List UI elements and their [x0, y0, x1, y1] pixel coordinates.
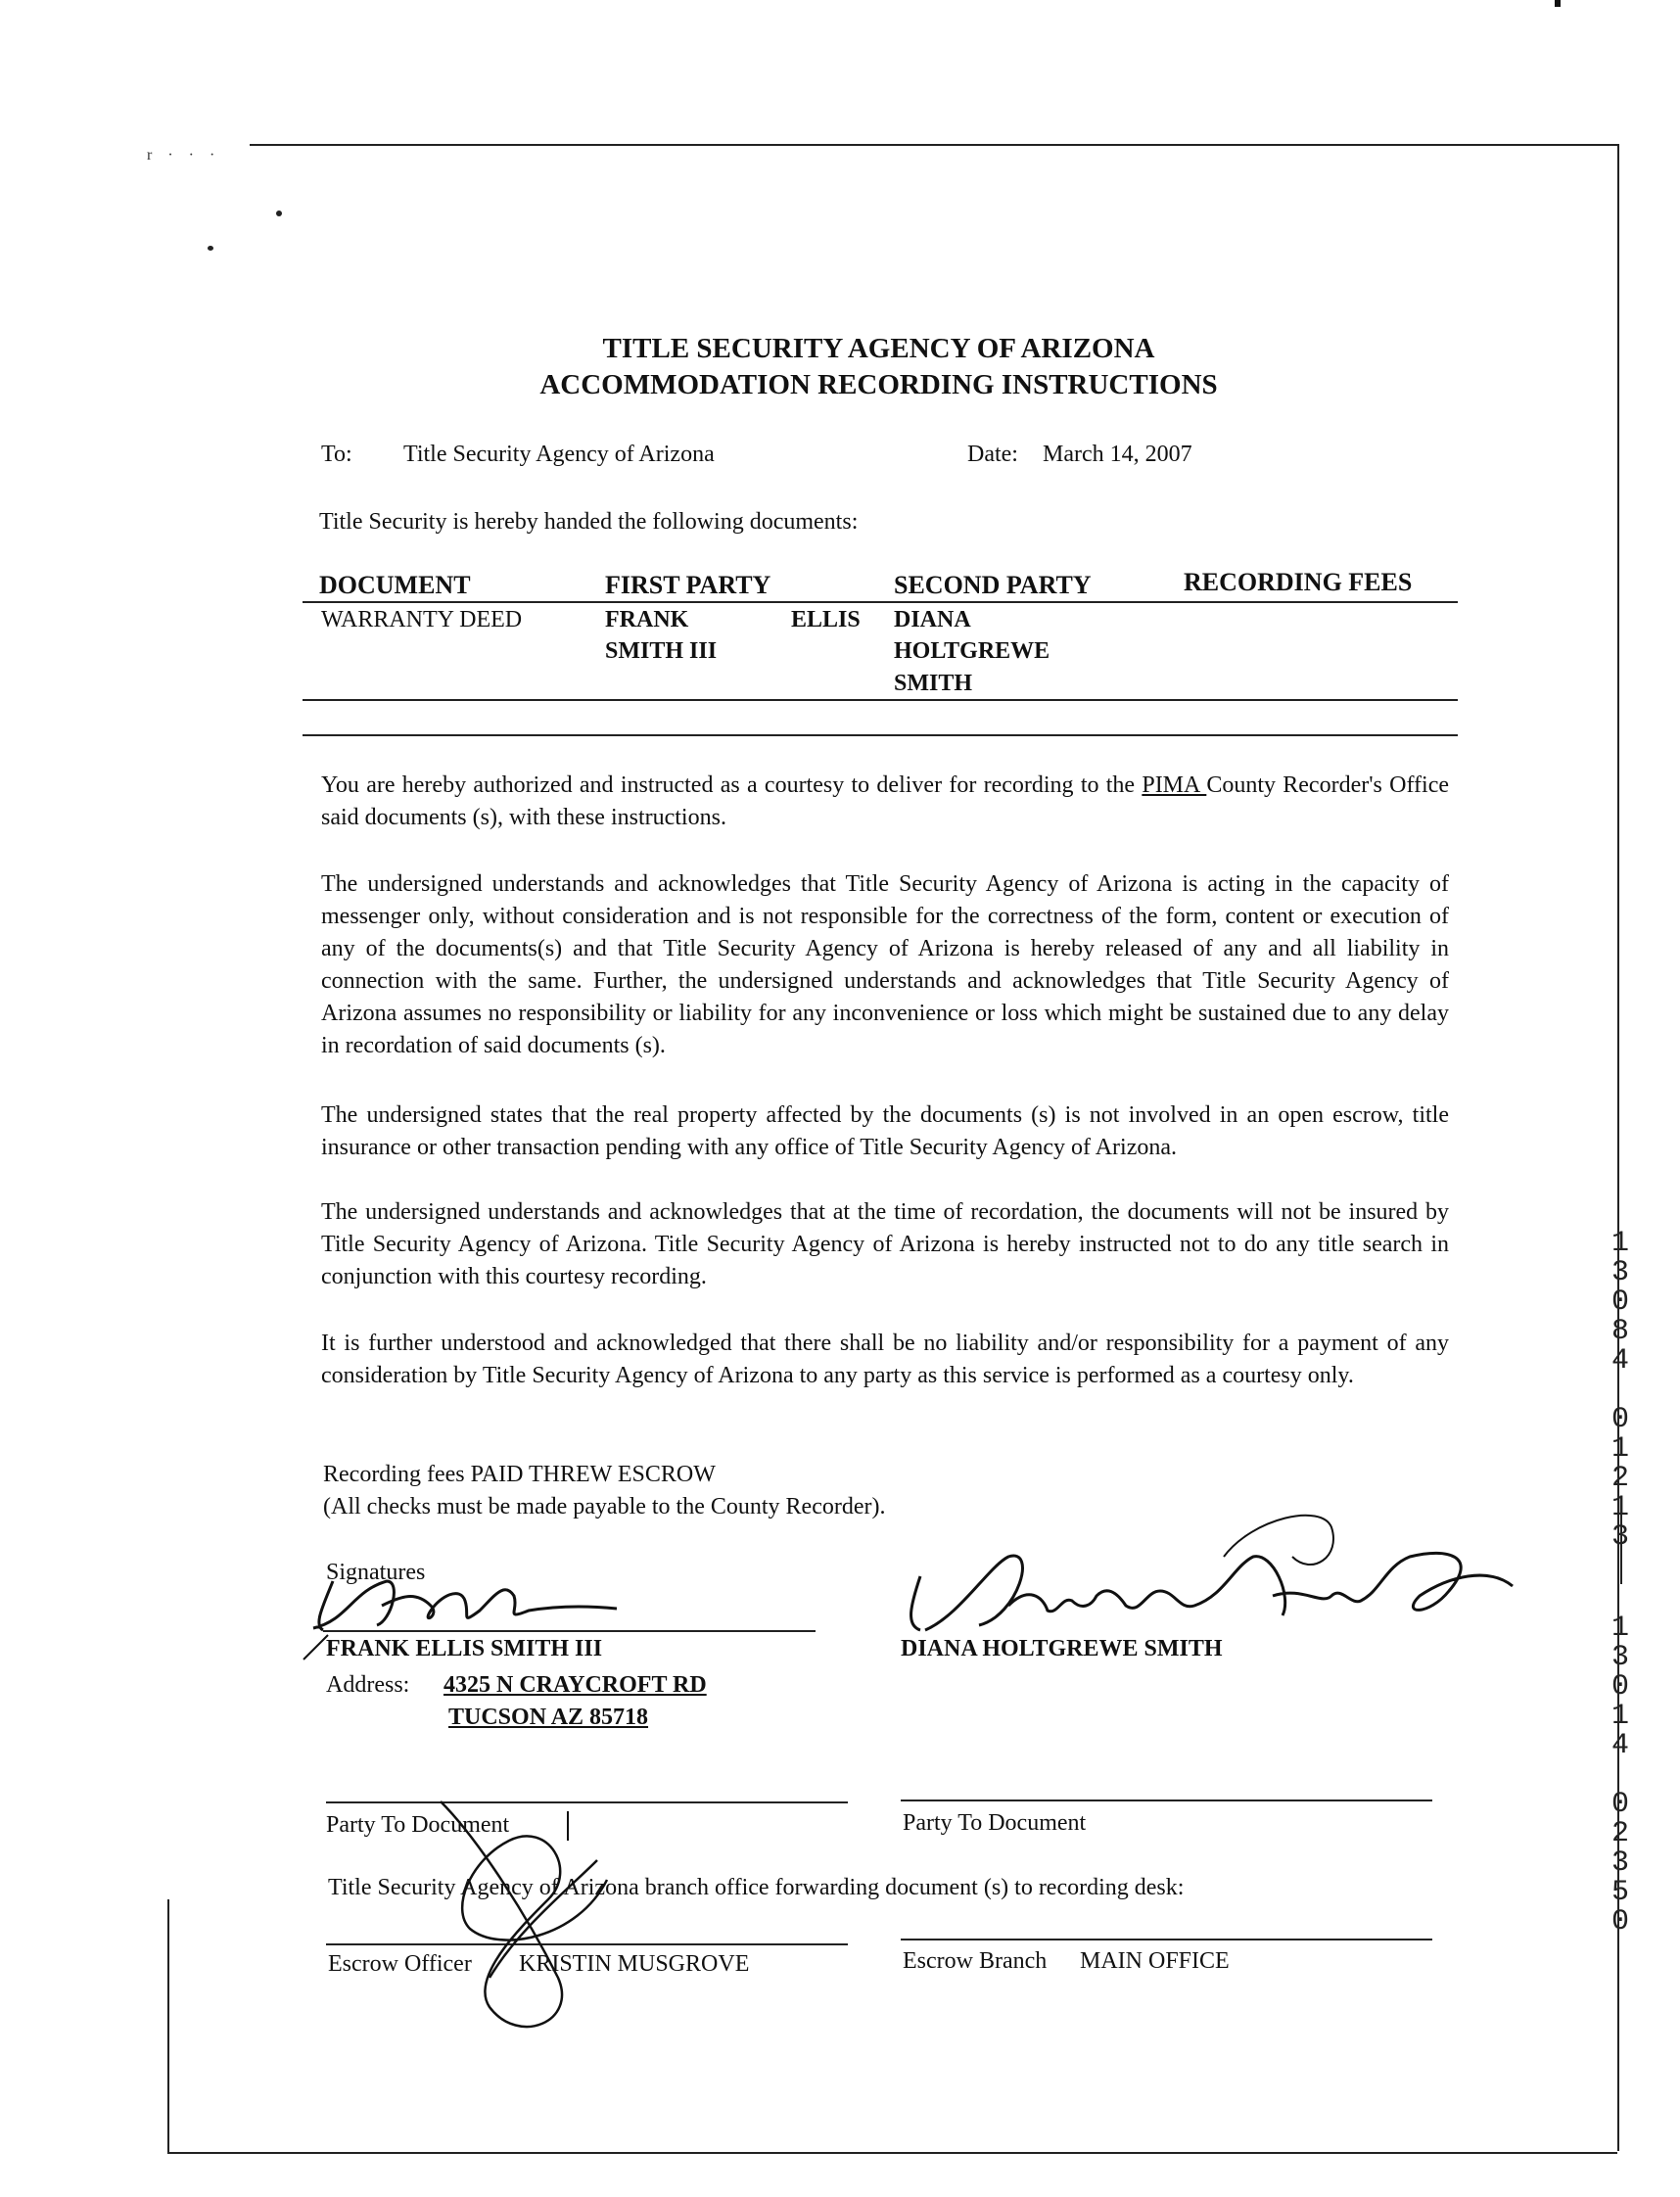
- signer-name-1: FRANK ELLIS SMITH III: [326, 1636, 603, 1661]
- recording-stamp-1: [1608, 1229, 1633, 1552]
- form-title: ACCOMMODATION RECORDING INSTRUCTIONS: [539, 369, 1218, 400]
- escrow-branch-label: Escrow Branch: [903, 1948, 1048, 1974]
- intro-text: Title Security is hereby handed the following documents:: [319, 509, 859, 535]
- paragraph-no-open-escrow: The undersigned states that the real property affected by the documents (s) is not involved in an open escrow, title insurance or other transaction pending with any office of Title Security Agency of Arizona.: [321, 1102, 1449, 1160]
- to-value: Title Security Agency of Arizona: [403, 442, 715, 467]
- frame-border-bottom: [167, 2152, 1617, 2154]
- signer-name-2: DIANA HOLTGREWE SMITH: [901, 1636, 1223, 1661]
- table-cell-first-party-1a: FRANK: [605, 607, 689, 632]
- paragraph-authorization-text: You are hereby authorized and instructed as a courtesy to deliver for recording to the: [321, 772, 1143, 798]
- address-line-2: TUCSON AZ 85718: [448, 1705, 649, 1730]
- recording-stamp-2: [1608, 1613, 1633, 1937]
- table-bottom-rule: [303, 734, 1458, 736]
- escrow-officer-initials-scribble: [411, 1782, 646, 2046]
- date-label: Date:: [967, 442, 1018, 467]
- table-cell-second-party-1: DIANA: [894, 607, 971, 632]
- table-cell-second-party-2: HOLTGREWE: [894, 638, 1050, 664]
- fees-checks-line: (All checks must be made payable to the County Recorder).: [323, 1494, 886, 1519]
- recording-stamp-2-text: 1 3 0 1 4 0 2 3 5 0: [1610, 1612, 1629, 1939]
- table-header-recording-fees: RECORDING FEES: [1184, 568, 1413, 596]
- paragraph-authorization-text-end: County Recorder's Office said documents (s), with these instructions.: [321, 772, 1449, 830]
- recording-stamp-1-text: 1 3 0 8 4 0 1 2 1 3: [1610, 1227, 1629, 1554]
- table-cell-second-party-3: SMITH: [894, 671, 973, 696]
- date-value: March 14, 2007: [1043, 442, 1192, 467]
- table-cell-first-party-1b: ELLIS: [791, 607, 861, 632]
- scan-corner-mark: [1555, 0, 1561, 7]
- signature-line-1: [323, 1630, 816, 1632]
- branch-forwarding-line: Title Security Agency of Arizona branch office forwarding document (s) to recording desk:: [328, 1875, 1185, 1900]
- table-header-second-party: SECOND PARTY: [894, 571, 1092, 599]
- party-signature-line-right: [901, 1800, 1432, 1801]
- frame-corner-tick: r · · ·: [147, 147, 221, 164]
- to-label: To:: [321, 442, 352, 467]
- company-title: TITLE SECURITY AGENCY OF ARIZONA: [602, 333, 1155, 364]
- signatures-label: Signatures: [326, 1560, 426, 1585]
- escrow-officer-label: Escrow Officer: [328, 1951, 472, 1977]
- party-to-document-left: Party To Document: [326, 1812, 510, 1838]
- scan-speck: [208, 246, 213, 251]
- address-line-1: 4325 N CRAYCROFT RD: [443, 1672, 707, 1698]
- table-header-document: DOCUMENT: [319, 571, 471, 599]
- escrow-branch-line: [901, 1939, 1432, 1940]
- recording-stamp-1-rule: [1620, 1506, 1622, 1584]
- paragraph-no-liability: It is further understood and acknowledged that there shall be no liability and/or responsibility for a payment of any consideration by Title Security Agency of Arizona to any party as this service is performed as a courtesy only.: [321, 1331, 1449, 1388]
- fees-paid-line: Recording fees PAID THREW ESCROW: [323, 1462, 716, 1487]
- table-row-rule: [303, 699, 1458, 701]
- paragraph-authorization: [321, 770, 1449, 834]
- county-name: PIMA: [1142, 772, 1207, 798]
- escrow-branch-value: MAIN OFFICE: [1080, 1948, 1230, 1974]
- frame-border-left: [167, 1899, 169, 2154]
- address-label: Address:: [326, 1672, 410, 1698]
- party-to-document-right: Party To Document: [903, 1810, 1087, 1836]
- table-cell-first-party-2: SMITH III: [605, 638, 718, 664]
- table-header-rule: [303, 601, 1458, 603]
- scan-speck: [276, 210, 282, 216]
- table-header-first-party: FIRST PARTY: [605, 571, 771, 599]
- table-cell-document: WARRANTY DEED: [321, 607, 523, 632]
- escrow-officer-name: KRISTIN MUSGROVE: [519, 1951, 750, 1977]
- paragraph-messenger-capacity: The undersigned understands and acknowledges that Title Security Agency of Arizona is acting in the capacity of messenger only, without consideration and is not responsible for the correctness of the form, content or execution of any of the documents(s) and that Title Security Agency of Arizona is hereby released of any and all liability in connection with the same. Further, the undersigned understands and acknowledges that Title Security Agency of Arizona assumes no responsibility or liability for any inconvenience or loss which might be sustained due to any delay in recordation of said documents (s).: [321, 871, 1449, 1058]
- frame-border-top: [250, 144, 1617, 146]
- paragraph-not-insured: The undersigned understands and acknowledges that at the time of recordation, the documents will not be insured by Title Security Agency of Arizona. Title Security Agency of Arizona is hereby instructed not to do any title search in conjunction with this courtesy recording.: [321, 1199, 1449, 1289]
